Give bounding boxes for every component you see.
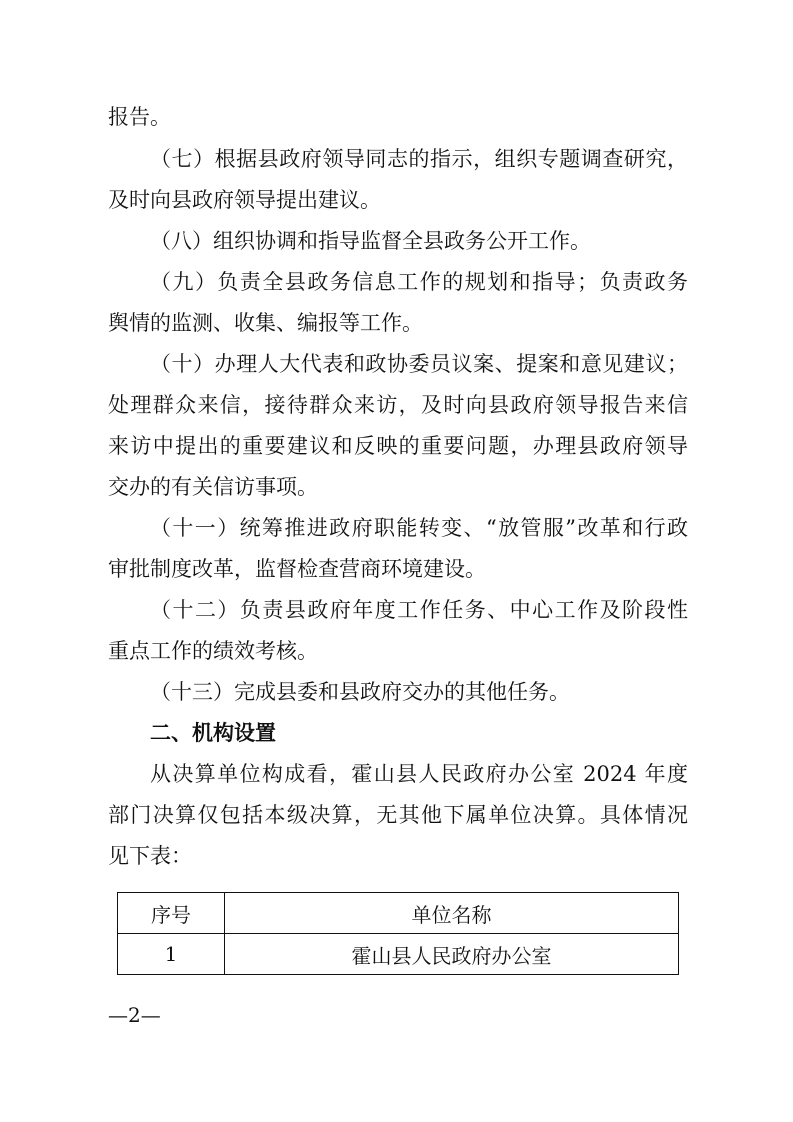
body-line-6: 舆情的监测、收集、编报等工作。 bbox=[108, 311, 423, 335]
body-line-2: （七）根据县政府领导同志的指示，组织专题调查研究， bbox=[150, 147, 688, 171]
body-line-9: 来访中提出的重要建议和反映的重要问题，办理县政府领导 bbox=[108, 434, 688, 458]
header-unit-name: 单位名称 bbox=[225, 893, 679, 934]
body-line-14: 重点工作的绩效考核。 bbox=[108, 639, 318, 663]
section-heading: 二、机构设置 bbox=[150, 721, 276, 745]
body-line-15: （十三）完成县委和县政府交办的其他任务。 bbox=[150, 680, 570, 704]
body-line-10: 交办的有关信访事项。 bbox=[108, 475, 318, 499]
body-line-4: （八）组织协调和指导监督全县政务公开工作。 bbox=[150, 229, 591, 253]
section-line-2: 部门决算仅包括本级决算，无其他下属单位决算。具体情况 bbox=[108, 803, 688, 827]
cell-unit-name: 霍山县人民政府办公室 bbox=[225, 934, 679, 975]
table-header-row bbox=[118, 893, 679, 934]
page-number: —2— bbox=[108, 1003, 161, 1027]
unit-table bbox=[117, 892, 679, 975]
body-line-3: 及时向县政府领导提出建议。 bbox=[108, 188, 381, 212]
table-row bbox=[118, 934, 679, 975]
body-line-5: （九）负责全县政务信息工作的规划和指导；负责政务 bbox=[150, 270, 688, 294]
body-line-12: 审批制度改革，监督检查营商环境建设。 bbox=[108, 557, 486, 581]
cell-serial-number: 1 bbox=[118, 934, 225, 975]
section-line-3: 见下表： bbox=[108, 844, 192, 868]
body-line-11: （十一）统筹推进政府职能转变、“放管服”改革和行政 bbox=[150, 516, 688, 540]
body-line-1: 报告。 bbox=[108, 105, 171, 129]
body-line-7: （十）办理人大代表和政协委员议案、提案和意见建议； bbox=[150, 352, 688, 376]
header-serial-number: 序号 bbox=[118, 893, 225, 934]
section-line-1: 从决算单位构成看，霍山县人民政府办公室 2024 年度 bbox=[150, 762, 688, 786]
body-line-13: （十二）负责县政府年度工作任务、中心工作及阶段性 bbox=[150, 598, 688, 622]
body-line-8: 处理群众来信，接待群众来访，及时向县政府领导报告来信 bbox=[108, 393, 688, 417]
